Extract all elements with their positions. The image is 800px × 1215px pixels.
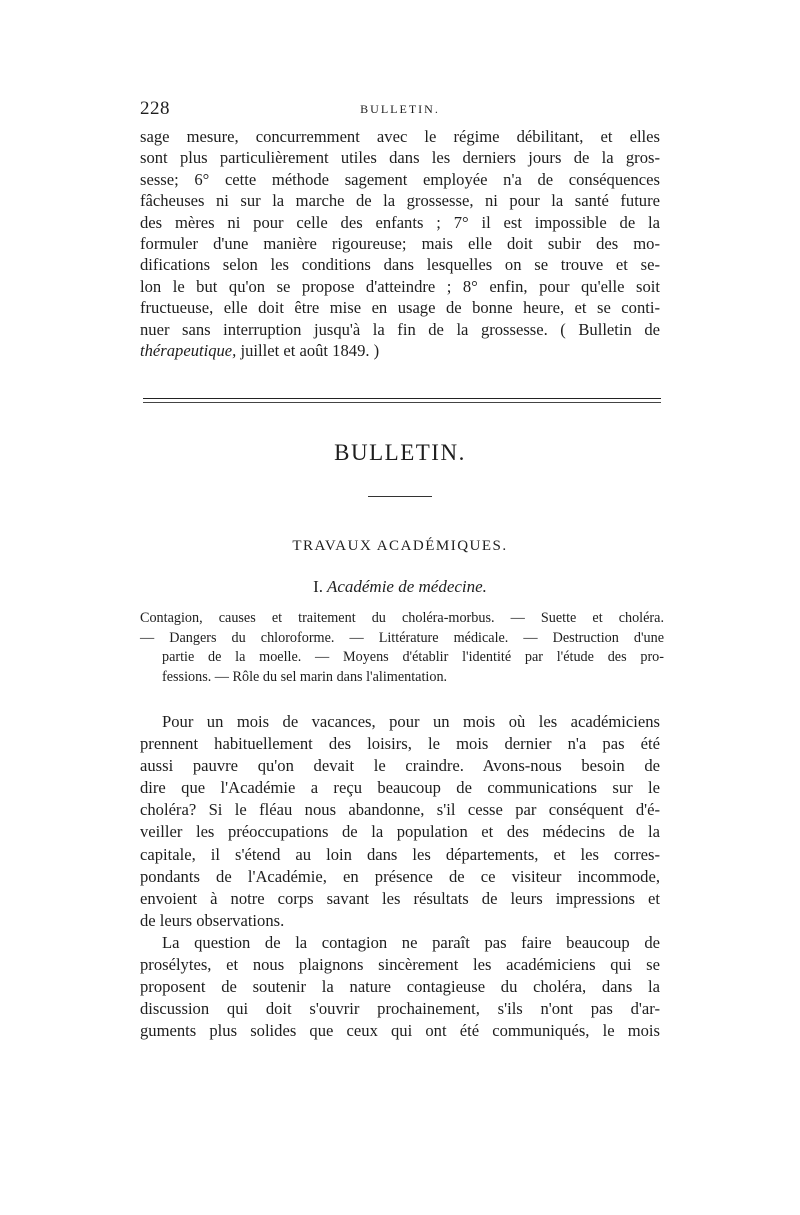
summary-line: fessions. — Rôle du sel marin dans l'alimentation. bbox=[162, 668, 448, 685]
text-line-citation bbox=[140, 340, 660, 361]
body-line: dire que l'Académie a reçu beaucoup de communications sur le bbox=[140, 778, 660, 798]
body-line: aussi pauvre qu'on devait le craindre. Avons-nous besoin de bbox=[140, 756, 660, 776]
body-line: guments plus solides que ceux qui ont été communiqués, le mois bbox=[140, 1021, 660, 1041]
text-line: sont plus particulièrement utiles dans les derniers jours de la gros- bbox=[140, 148, 660, 168]
body-line: La question de la contagion ne paraît pas faire beaucoup de bbox=[162, 932, 660, 952]
citation-rest: juillet et août 1849. ) bbox=[236, 340, 380, 360]
summary-line: — Dangers du chloroforme. — Littérature médicale. — Destruction d'une bbox=[140, 629, 664, 646]
text-line: fâcheuses ni sur la marche de la grossesse, ni pour la santé future bbox=[140, 191, 660, 211]
body-line: veiller les préoccupations de la population et des médecins de la bbox=[140, 822, 660, 842]
subsection-title: TRAVAUX ACADÉMIQUES. bbox=[292, 538, 508, 554]
subheading-number: I. bbox=[313, 577, 323, 596]
body-line: discussion qui doit s'ouvrir prochainement, s'ils n'ont pas d'ar- bbox=[140, 999, 660, 1019]
body-line: capitale, il s'étend au loin dans les départements, et les corres- bbox=[140, 844, 660, 864]
summary-paragraph bbox=[140, 609, 664, 687]
body-line: de leurs observations. bbox=[140, 910, 285, 930]
text-line: des mères ni pour celle des enfants ; 7° il est impossible de la bbox=[140, 212, 660, 232]
body-line: pondants de l'Académie, en présence de ce visiteur incommode, bbox=[140, 866, 660, 886]
subheading bbox=[140, 577, 660, 597]
citation-italic: thérapeutique, bbox=[140, 340, 237, 360]
body-line: choléra? Si le fléau nous abandonne, s'il cesse par conséquent d'é- bbox=[140, 800, 660, 820]
text-line: nuer sans interruption jusqu'à la fin de la grossesse. ( Bulletin de bbox=[140, 319, 660, 339]
body-line: proposent de soutenir la nature contagieuse du choléra, dans la bbox=[140, 977, 660, 997]
text-line: formuler d'une manière rigoureuse; mais elle doit subir des mo- bbox=[140, 233, 660, 253]
section-divider bbox=[143, 398, 661, 403]
text-line: difications selon les conditions dans lesquelles on se trouve et se- bbox=[140, 255, 660, 275]
text-line: fructueuse, elle doit être mise en usage de bonne heure, et se conti- bbox=[140, 298, 660, 318]
text-line: lon le but qu'on se propose d'atteindre ; 8° enfin, pour qu'elle soit bbox=[140, 276, 660, 296]
title-rule bbox=[368, 496, 432, 497]
page-number: 228 bbox=[140, 98, 170, 119]
body-line: prennent habituellement des loisirs, le mois dernier n'a pas été bbox=[140, 734, 660, 754]
body-text bbox=[140, 711, 660, 1042]
section-title: BULLETIN. bbox=[334, 440, 466, 465]
text-line: sesse; 6° cette méthode sagement employée n'a de conséquences bbox=[140, 169, 660, 189]
summary-line: partie de la moelle. — Moyens d'établir l'identité par l'étude des pro- bbox=[162, 649, 664, 666]
subheading-text: Académie de médecine. bbox=[326, 577, 487, 596]
body-line: prosélytes, et nous plaignons sincèrement les académiciens qui se bbox=[140, 955, 660, 975]
body-line: envoient à notre corps savant les résultats de leurs impressions et bbox=[140, 888, 660, 908]
continued-paragraph bbox=[140, 126, 660, 361]
body-line: Pour un mois de vacances, pour un mois où les académiciens bbox=[162, 712, 660, 731]
running-title: BULLETIN. bbox=[360, 102, 440, 116]
summary-line: Contagion, causes et traitement du choléra-morbus. — Suette et choléra. bbox=[140, 610, 664, 626]
running-head bbox=[140, 98, 660, 122]
text-line: sage mesure, concurremment avec le régime débilitant, et elles bbox=[140, 127, 660, 146]
